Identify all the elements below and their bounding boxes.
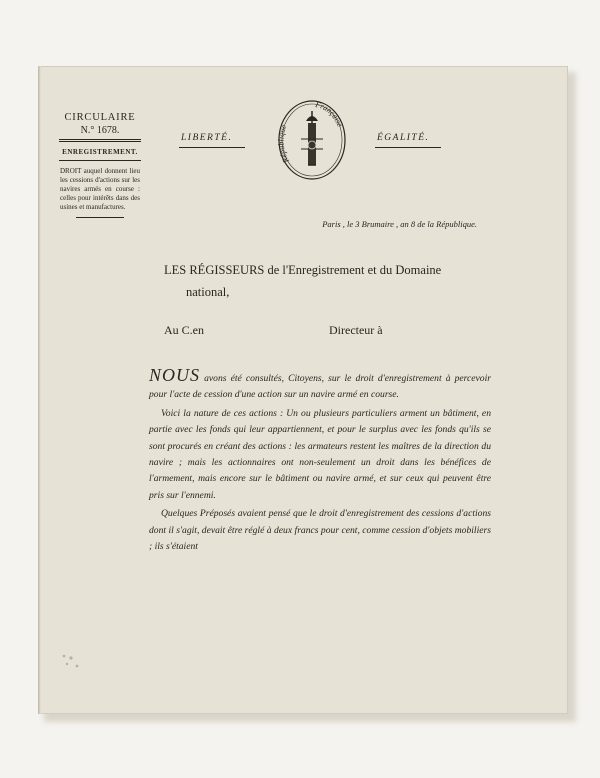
paragraph-1-text: avons été consultés, Citoyens, sur le droit d'enregistrement à percevoir pour l'acte de cession d'une action sur un navire armé en course. xyxy=(149,373,491,401)
svg-text:Française xyxy=(314,100,345,129)
document-page xyxy=(38,66,568,714)
motto-liberte: LIBERTÉ. xyxy=(181,133,233,143)
margin-column xyxy=(59,111,141,218)
circular-title: CIRCULAIRE xyxy=(64,112,136,123)
addressee-au: Au C.en xyxy=(164,323,204,337)
addressee-directeur: Directeur à xyxy=(329,323,383,337)
addressor-line-1: LES RÉGISSEURS de l'Enregistrement et du Domaine xyxy=(164,263,442,277)
motto-liberte-rule xyxy=(179,147,245,148)
addressor-line-2: national, xyxy=(186,285,230,299)
department-label: ENREGISTREMENT. xyxy=(62,148,138,156)
circular-number: N.° 1678. xyxy=(80,125,120,136)
margin-summary: DROIT auquel donnent lieu les cessions d'actions sur les navires armés en course : celles pour intérêts dans des usines et manufactures. xyxy=(60,167,140,211)
motto-egalite-rule xyxy=(375,147,441,148)
republic-seal-icon xyxy=(277,99,347,181)
summary-rule xyxy=(76,217,124,218)
letter-body xyxy=(149,367,491,557)
paper-stain-marks xyxy=(59,652,89,672)
addressor-heading xyxy=(164,259,544,303)
seal-text-right: Française xyxy=(314,100,345,129)
svg-text:République xyxy=(277,123,291,165)
paragraph-3: Quelques Préposés avaient pensé que le droit d'enregistrement des cessions d'actions dont il s'agit, devait être réglé à deux francs pour cent, comme cession d'objets mobiliers ; ils s'étaient xyxy=(149,508,491,553)
margin-rule xyxy=(59,160,141,161)
paragraph-2: Voici la nature de ces actions : Un ou plusieurs particuliers arment un bâtiment, en partie avec les fonds qui leur appartiennent, et pour le surplus avec les fonds qu'ils se sont procurés en créant des actions : les armateurs restent les maîtres de la direction du navire ; mais les actionnaires ont non-seulement un droit dans les bénéfices de l'armement, mais encore sur le bâtiment ou navire armé, et sur ceux qui peuvent être pris sur l'ennemi. xyxy=(149,407,491,501)
page-fold-edge xyxy=(38,66,41,714)
dropcap: NOUS xyxy=(149,365,201,385)
dateline: Paris , le 3 Brumaire , an 8 de la République. xyxy=(322,219,477,229)
motto-egalite: ÉGALITÉ. xyxy=(377,133,430,143)
seal-text-left: République xyxy=(277,123,291,165)
double-rule xyxy=(59,139,141,142)
paragraph-1 xyxy=(149,367,491,404)
